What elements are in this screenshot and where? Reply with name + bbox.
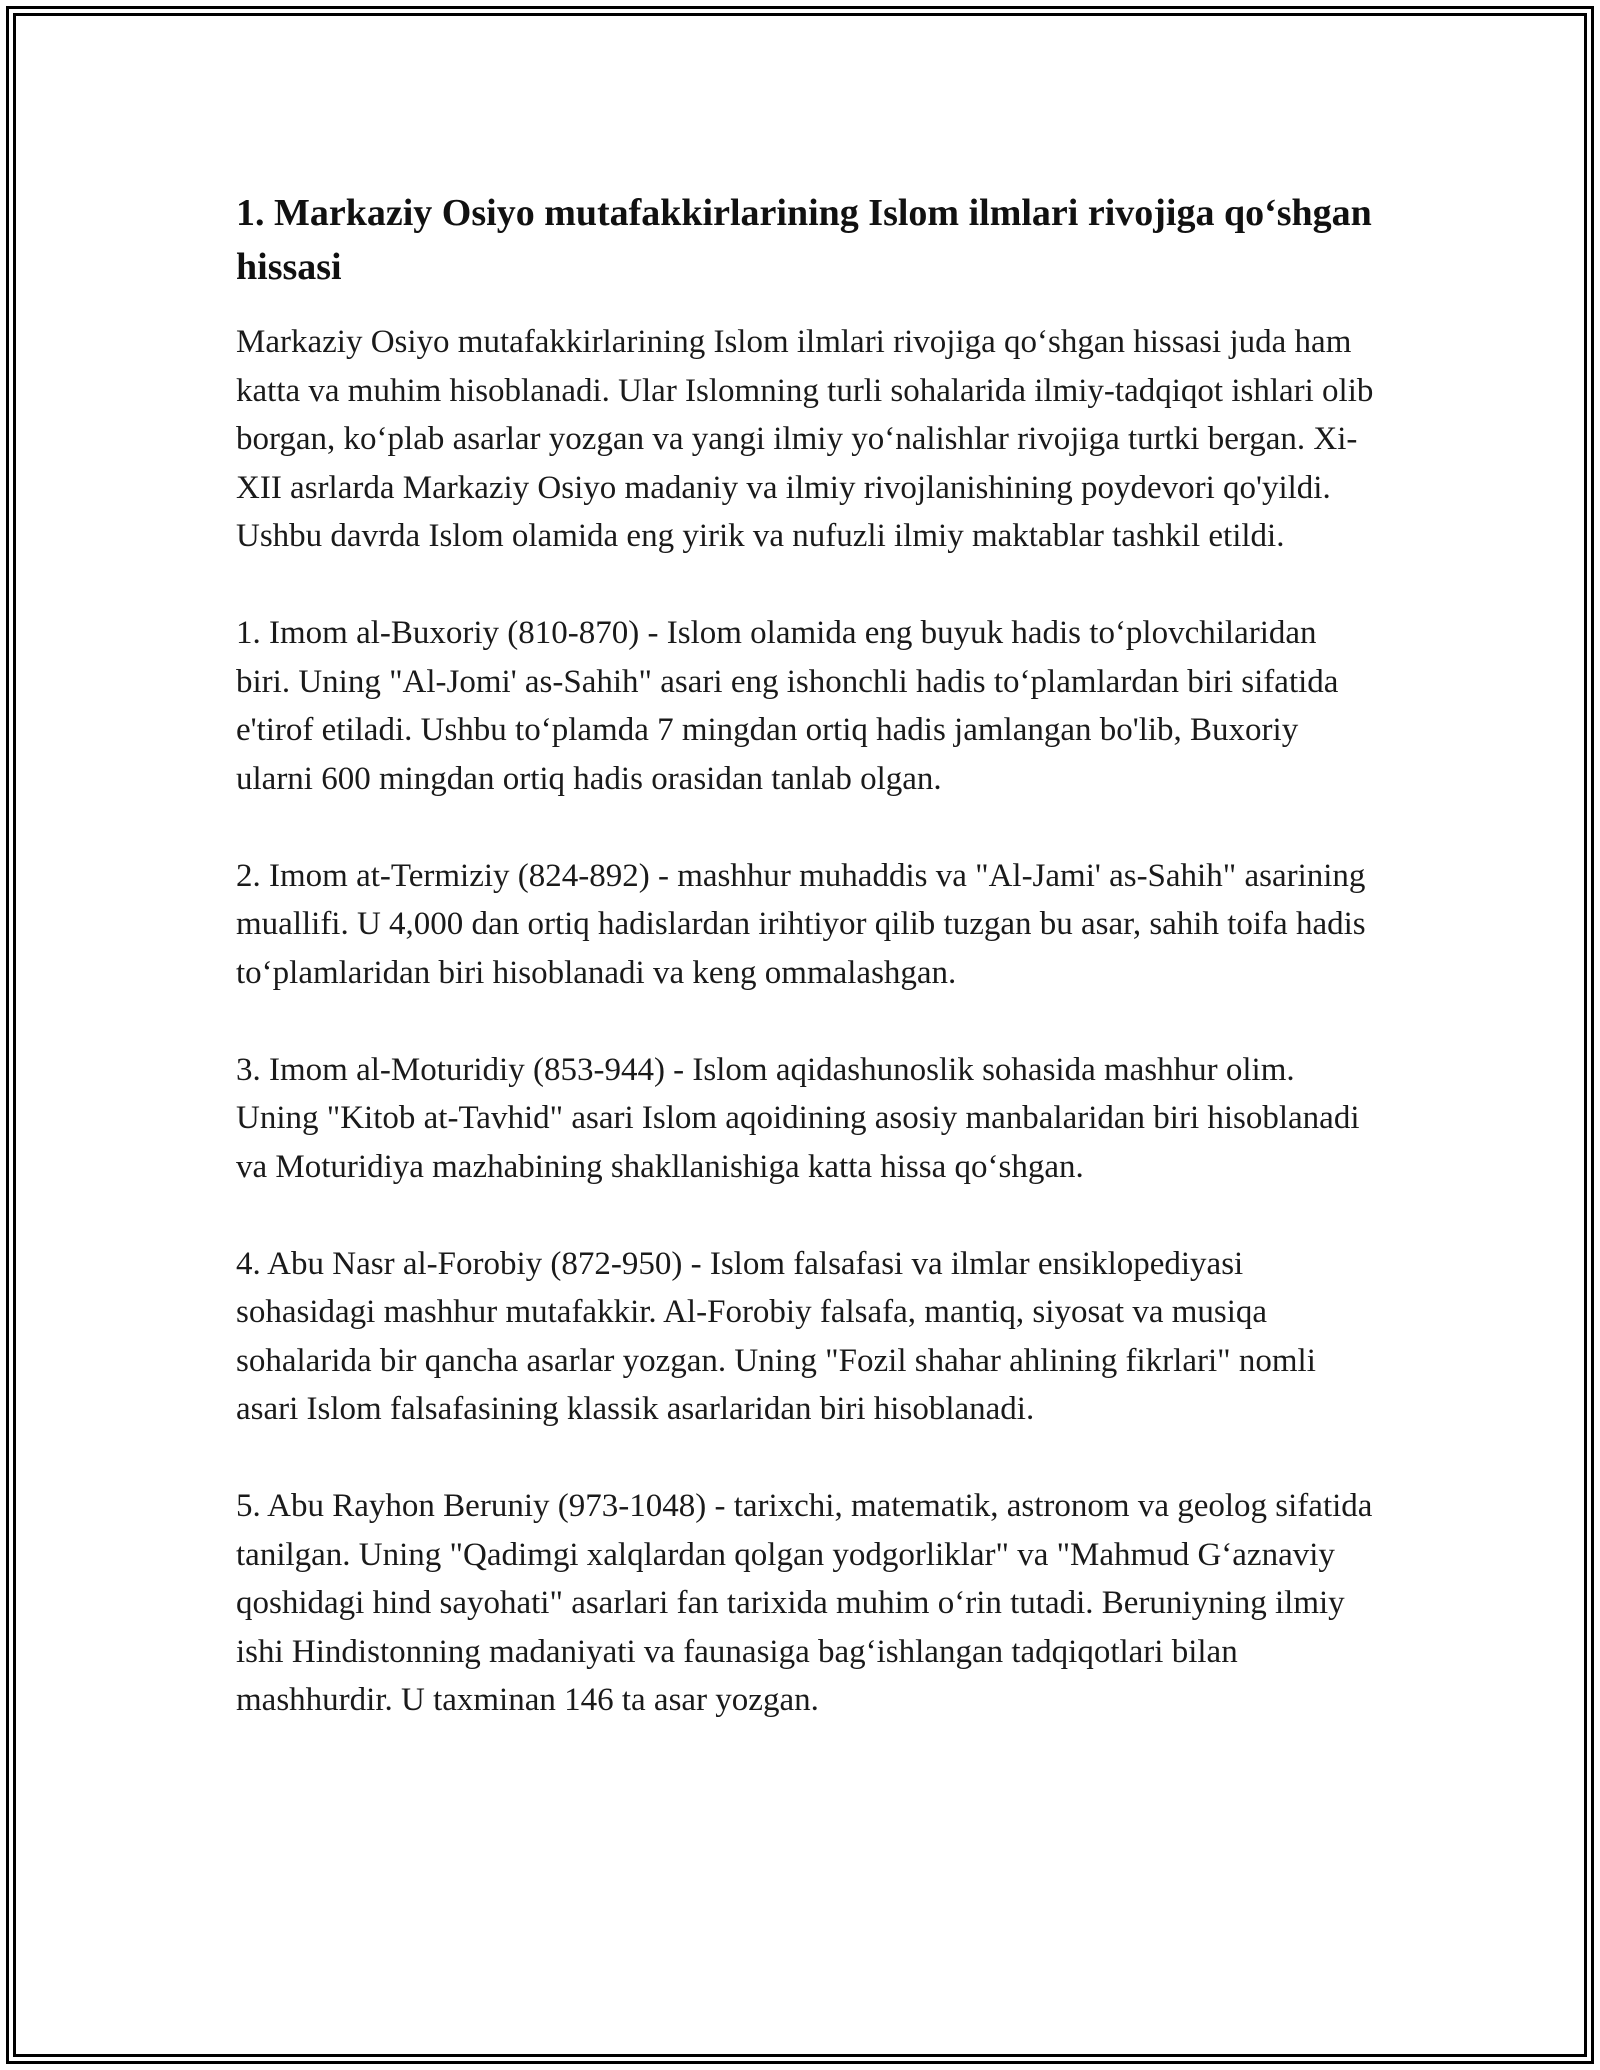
paragraph-al-moturidiy: 3. Imom al-Moturidiy (853-944) - Islom aqidashunoslik sohasida mashhur olim. Uning "Kitob at-Tavhid" asari Islom aqoidining asosiy manbalaridan biri hisoblanadi va Moturidiya mazhabining shakllanishiga katta hissa qo‘shgan. bbox=[236, 1051, 1360, 1185]
document-title: 1. Markaziy Osiyo mutafakkirlarining Islom ilmlari rivojiga qo‘shgan hissasi bbox=[236, 192, 1372, 288]
intro-paragraph: Markaziy Osiyo mutafakkirlarining Islom ilmlari rivojiga qo‘shgan hissasi juda ham katta va muhim hisoblanadi. Ular Islomning turli sohalarida ilmiy-tadqiqot ishlari olib borgan, ko‘plab asarlar yozgan va yangi ilmiy yo‘nalishlar rivojiga turtki bergan. Xi-XII asrlarda Markaziy Osiyo madaniy va ilmiy rivojlanishining poydevori qo'yildi. Ushbu davrda Islom olamida eng yirik va nufuzli ilmiy maktablar tashkil etildi. bbox=[236, 324, 1374, 554]
paragraph-al-buxoriy: 1. Imom al-Buxoriy (810-870) - Islom olamida eng buyuk hadis to‘plovchilaridan biri. Uning "Al-Jomi' as-Sahih" asari eng ishonchli hadis to‘plamlardan biri sifatida e'tirof etiladi. Ushbu to‘plamda 7 mingdan ortiq hadis jamlangan bo'lib, Buxoriy ularni 600 mingdan ortiq hadis orasidan tanlab olgan. bbox=[236, 615, 1339, 797]
paragraph-at-termiziy: 2. Imom at-Termiziy (824-892) - mashhur muhaddis va "Al-Jami' as-Sahih" asarining muallifi. U 4,000 dan ortiq hadislardan irihtiyor qilib tuzgan bu asar, sahih toifa hadis to‘plamlaridan biri hisoblanadi va keng ommalashgan. bbox=[236, 857, 1366, 991]
paragraph-beruniy: 5. Abu Rayhon Beruniy (973-1048) - tarixchi, matematik, astronom va geolog sifatida tanilgan. Uning "Qadimgi xalqlardan qolgan yodgorliklar" va "Mahmud G‘aznaviy qoshidagi hind sayohati" asarlari fan tarixida muhim o‘rin tutadi. Beruniyning ilmiy ishi Hindistonning madaniyati va faunasiga bag‘ishlangan tadqiqotlari bilan mashhurdir. U taxminan 146 ta asar yozgan. bbox=[236, 1488, 1373, 1718]
paragraph-al-forobiy: 4. Abu Nasr al-Forobiy (872-950) - Islom falsafasi va ilmlar ensiklopediyasi sohasidagi mashhur mutafakkir. Al-Forobiy falsafa, mantiq, siyosat va musiqa sohalarida bir qancha asarlar yozgan. Uning "Fozil shahar ahlining fikrlari" nomli asari Islom falsafasining klassik asarlaridan biri hisoblanadi. bbox=[236, 1245, 1316, 1427]
document-body bbox=[236, 186, 1376, 1773]
